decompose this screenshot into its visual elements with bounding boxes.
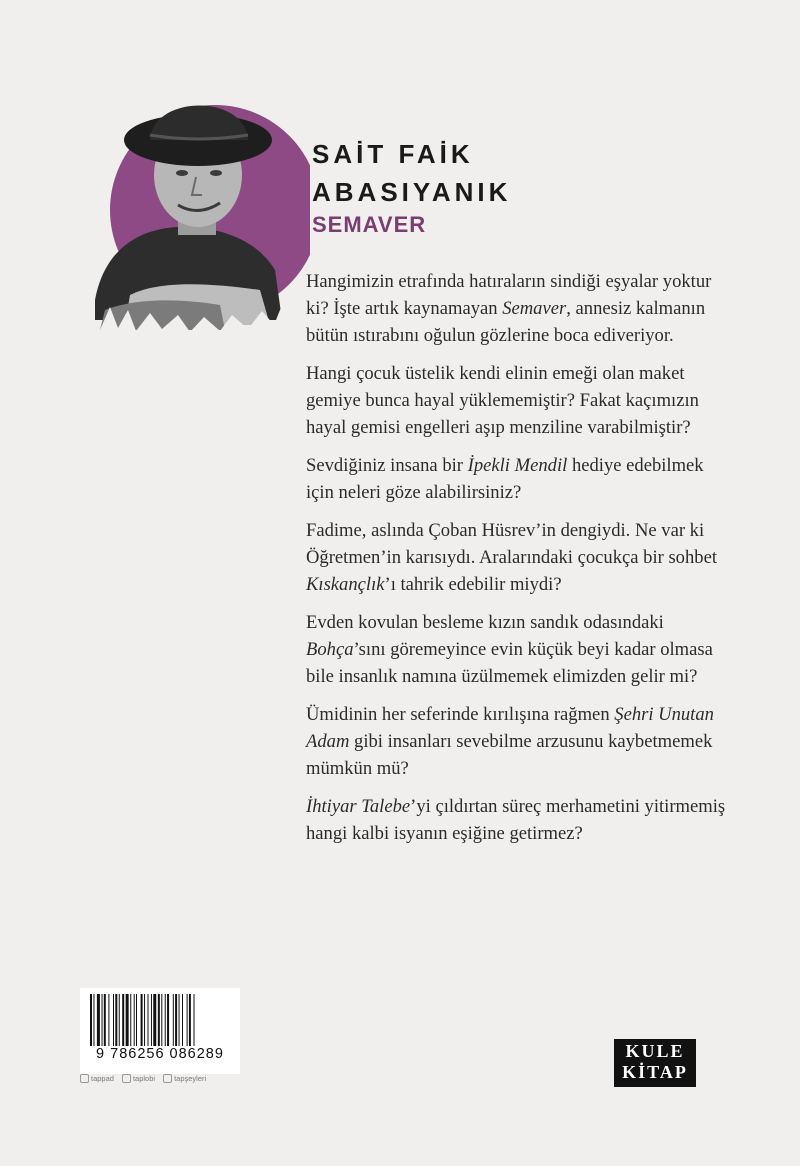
blurb-paragraph	[306, 701, 726, 782]
blurb-paragraph	[306, 793, 726, 847]
author-portrait	[70, 85, 310, 335]
retailer-k-icon	[122, 1074, 131, 1083]
blurb	[306, 268, 726, 858]
retailer-logos	[80, 1074, 250, 1083]
retailer-k-icon	[80, 1074, 89, 1083]
blurb-story-title: Kıskançlık	[306, 574, 385, 595]
blurb-paragraph	[306, 517, 726, 598]
publisher-logo-line-1: KULE	[625, 1041, 685, 1061]
barcode	[80, 988, 240, 1074]
retailer-logo	[163, 1074, 206, 1083]
blurb-story-title: İpekli Mendil	[467, 455, 568, 476]
blurb-paragraph	[306, 268, 726, 349]
retailer-name: tapşeyleri	[174, 1074, 207, 1083]
author-name-line-1: SAİT FAİK	[312, 139, 474, 169]
blurb-text: Evden kovulan besleme kızın sandık odasındaki	[306, 612, 664, 633]
barcode-icon	[90, 994, 230, 1046]
blurb-story-title: Şehri Unutan Adam	[306, 704, 714, 752]
blurb-text: Hangimizin etrafında hatıraların sindiği eşyalar yoktur ki? İşte artık kaynamayan	[306, 271, 712, 319]
blurb-text: Ümidinin her seferinde kırılışına rağmen	[306, 704, 615, 725]
blurb-story-title: Bohça	[306, 639, 354, 660]
blurb-text: ’sını göremeyince evin küçük beyi kadar olmasa bile insanlık namına üzülmemek elimizden gelir mi?	[306, 639, 713, 687]
book-title: SEMAVER	[312, 212, 427, 237]
blurb-story-title: Semaver	[502, 298, 567, 319]
blurb-text: Fadime, aslında Çoban Hüsrev’in dengiydi. Ne var ki Öğretmen’in karısıydı. Aralarındaki çocukça bir sohbet	[306, 520, 717, 568]
blurb-paragraph	[306, 609, 726, 690]
blurb-text: Sevdiğiniz insana bir	[306, 455, 468, 476]
publisher-logo	[614, 1039, 696, 1087]
retailer-name: taplobi	[132, 1074, 156, 1083]
blurb-paragraph	[306, 452, 726, 506]
isbn-number: 9 786256 086289	[96, 1046, 224, 1062]
author-name-line-2: ABASIYANIK	[312, 177, 512, 207]
blurb-text: ’ı tahrik edebilir miydi?	[384, 574, 562, 595]
blurb-text: hediye edebilmek için neleri göze alabilirsiniz?	[306, 455, 704, 503]
publisher-logo-line-2: KİTAP	[622, 1062, 688, 1082]
blurb-text: , annesiz kalmanın bütün ıstırabını oğulun gözlerine boca ediveriyor.	[306, 298, 706, 346]
blurb-text: gibi insanları sevebilme arzusunu kaybetmemek mümkün mü?	[306, 731, 713, 779]
blurb-text: ’yi çıldırtan süreç merhametini yitirmemiş hangi kalbi isyanın eşiğine getirmez?	[306, 796, 726, 844]
blurb-story-title: İhtiyar Talebe	[306, 796, 411, 817]
author-name	[312, 135, 511, 211]
retailer-name: tappad	[91, 1074, 114, 1083]
retailer-logo	[80, 1074, 114, 1083]
retailer-logo	[122, 1074, 155, 1083]
blurb-paragraph	[306, 360, 726, 441]
blurb-text: Hangi çocuk üstelik kendi elinin emeği olan maket gemiye bunca hayal yüklememiştir? Fakat kaçımızın hayal gemisi engelleri aşıp menziline varabilmiştir?	[306, 363, 699, 438]
retailer-k-icon	[163, 1074, 172, 1083]
